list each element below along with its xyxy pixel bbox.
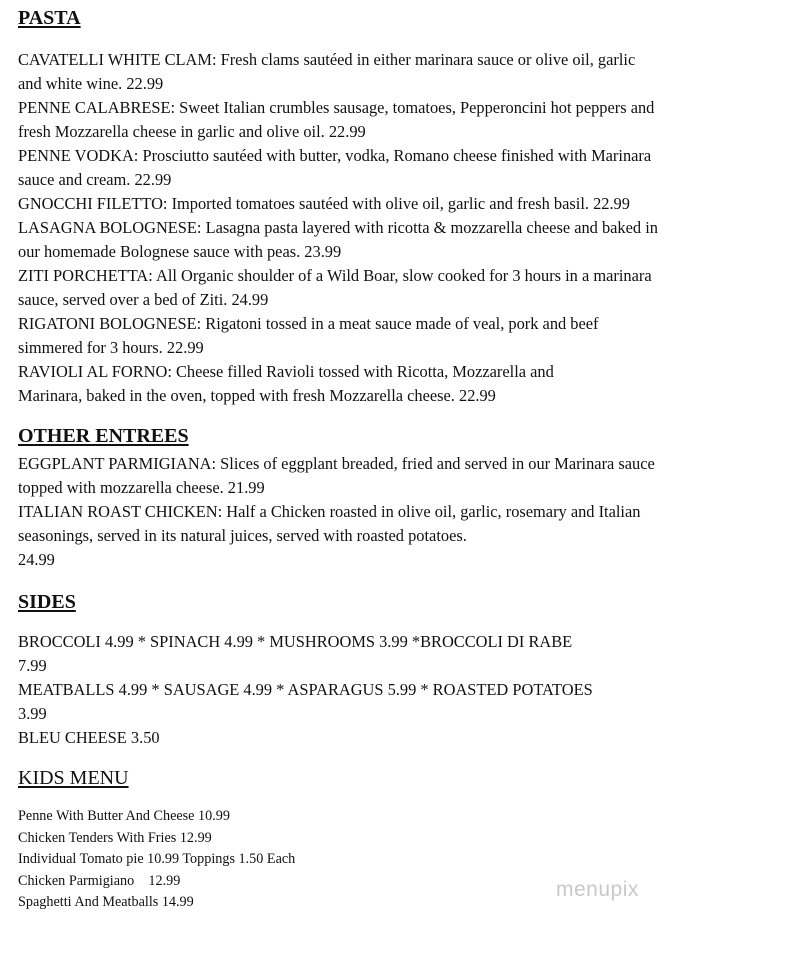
other-entrees-items	[18, 452, 655, 572]
sides-section	[18, 590, 76, 614]
pasta-line: RIGATONI BOLOGNESE: Rigatoni tossed in a meat sauce made of veal, pork and beef	[18, 314, 599, 333]
pasta-line: ZITI PORCHETTA: All Organic shoulder of a Wild Boar, slow cooked for 3 hours in a marinara	[18, 266, 652, 285]
sides-title: SIDES	[18, 591, 76, 613]
pasta-line: Marinara, baked in the oven, topped with fresh Mozzarella cheese. 22.99	[18, 386, 496, 405]
kids-menu-items	[18, 806, 295, 914]
kids-menu-title: KIDS MENU	[18, 767, 129, 789]
pasta-line: and white wine. 22.99	[18, 74, 164, 93]
sides-line: 7.99	[18, 656, 47, 675]
pasta-section	[18, 6, 81, 30]
pasta-items	[18, 48, 658, 408]
other-entrees-section	[18, 424, 189, 448]
sides-items	[18, 630, 593, 750]
sides-line: BLEU CHEESE 3.50	[18, 728, 160, 747]
pasta-line: RAVIOLI AL FORNO: Cheese filled Ravioli tossed with Ricotta, Mozzarella and	[18, 362, 554, 381]
pasta-line: fresh Mozzarella cheese in garlic and olive oil. 22.99	[18, 122, 366, 141]
entree-line: 24.99	[18, 550, 55, 569]
pasta-line: sauce and cream. 22.99	[18, 170, 172, 189]
kids-line: Chicken Tenders With Fries 12.99	[18, 829, 212, 846]
pasta-line: sauce, served over a bed of Ziti. 24.99	[18, 290, 269, 309]
kids-line: Chicken Parmigiano 12.99	[18, 872, 181, 889]
kids-line: Spaghetti And Meatballs 14.99	[18, 894, 194, 910]
pasta-line: our homemade Bolognese sauce with peas. 23.99	[18, 242, 342, 261]
kids-line: Individual Tomato pie 10.99 Toppings 1.50 Each	[18, 851, 296, 867]
pasta-line: CAVATELLI WHITE CLAM: Fresh clams sautéed in either marinara sauce or olive oil, garlic	[18, 50, 636, 69]
pasta-title: PASTA	[18, 7, 81, 29]
entree-line: seasonings, served in its natural juices, served with roasted potatoes.	[18, 526, 467, 545]
kids-menu-section	[18, 766, 129, 790]
entree-line: ITALIAN ROAST CHICKEN: Half a Chicken roasted in olive oil, garlic, rosemary and Italian	[18, 502, 641, 521]
pasta-line: GNOCCHI FILETTO: Imported tomatoes sautéed with olive oil, garlic and fresh basil. 22.99	[18, 194, 630, 213]
entree-line: topped with mozzarella cheese. 21.99	[18, 478, 265, 497]
sides-line: MEATBALLS 4.99 * SAUSAGE 4.99 * ASPARAGUS 5.99 * ROASTED POTATOES	[18, 680, 593, 699]
sides-line: BROCCOLI 4.99 * SPINACH 4.99 * MUSHROOMS 3.99 *BROCCOLI DI RABE	[18, 632, 573, 651]
pasta-line: PENNE VODKA: Prosciutto sautéed with butter, vodka, Romano cheese finished with Marinara	[18, 146, 652, 165]
entree-line: EGGPLANT PARMIGIANA: Slices of eggplant breaded, fried and served in our Marinara sauce	[18, 454, 655, 473]
pasta-line: LASAGNA BOLOGNESE: Lasagna pasta layered with ricotta & mozzarella cheese and baked in	[18, 218, 658, 237]
menupix-watermark: menupix	[556, 878, 639, 901]
sides-line: 3.99	[18, 704, 47, 723]
other-entrees-title: OTHER ENTREES	[18, 425, 189, 447]
pasta-line: PENNE CALABRESE: Sweet Italian crumbles sausage, tomatoes, Pepperoncini hot peppers and	[18, 98, 655, 117]
kids-line: Penne With Butter And Cheese 10.99	[18, 808, 230, 824]
pasta-line: simmered for 3 hours. 22.99	[18, 338, 204, 357]
